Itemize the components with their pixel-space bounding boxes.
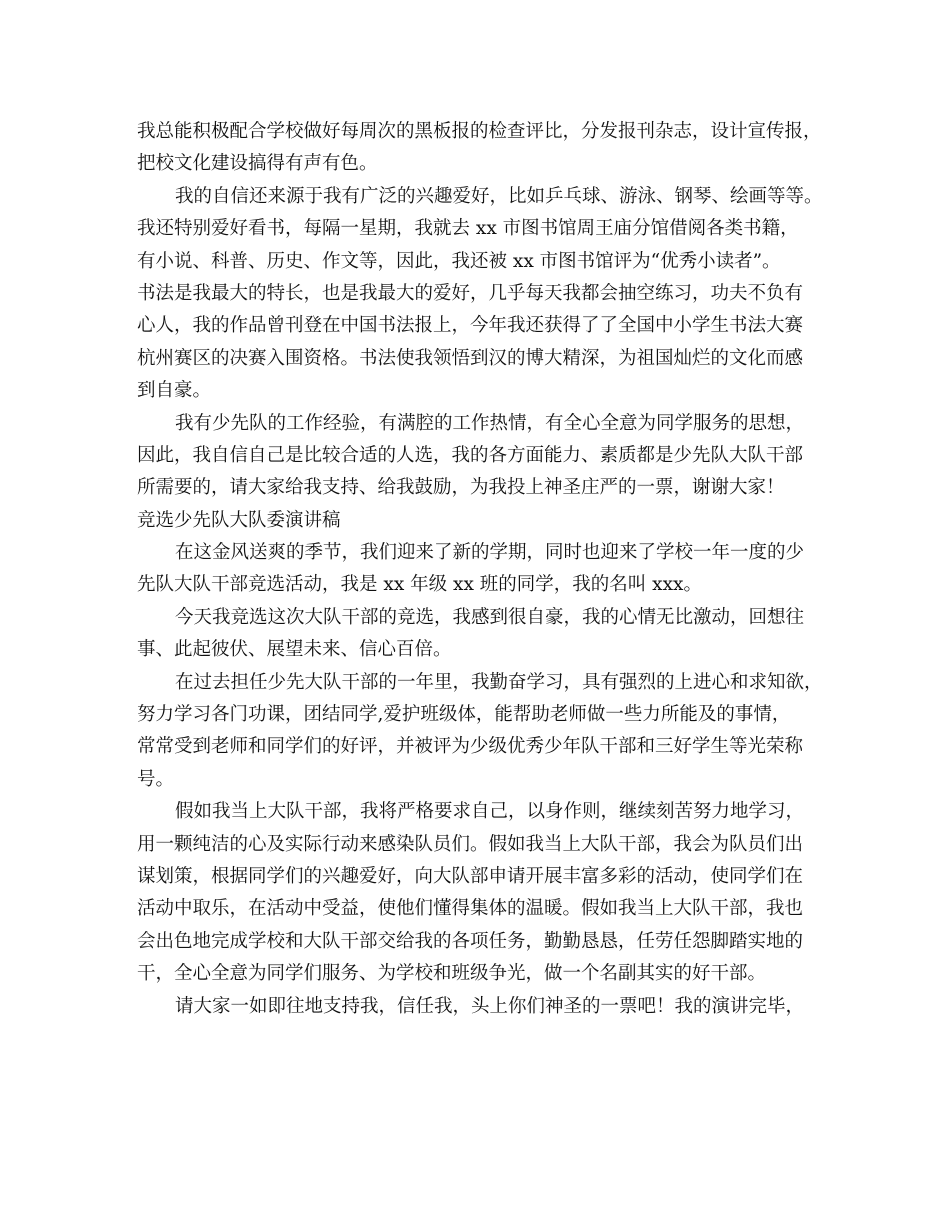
text-line: 书法是我最大的特长，也是我最大的爱好，几乎每天我都会抽空练习，功夫不负有	[137, 282, 804, 304]
text-line: 常常受到老师和同学们的好评，并被评为少级优秀少年队干部和三好学生等光荣称	[137, 736, 804, 758]
paragraph-start: 请大家一如即往地支持我，信任我，头上你们神圣的一票吧！我的演讲完毕，	[175, 995, 805, 1017]
paragraph-start: 在过去担任少先大队干部的一年里，我勤奋学习，具有强烈的上进心和求知欲，	[175, 671, 823, 693]
text-line: 所需要的，请大家给我支持、给我鼓励，为我投上神圣庄严的一票，谢谢大家！	[137, 477, 785, 499]
text-line: 先队大队干部竞选活动，我是 xx 年级 xx 班的同学，我的名叫 xxx。	[137, 574, 702, 596]
text-line: 活动中取乐，在活动中受益，使他们懂得集体的温暖。假如我当上大队干部，我也	[137, 898, 804, 920]
text-line: 号。	[137, 768, 175, 790]
text-line: 谋划策，根据同学们的兴趣爱好，向大队部申请开展丰富多彩的活动，使同学们在	[137, 865, 804, 887]
text-line: 因此，我自信自己是比较合适的人选，我的各方面能力、素质都是少先队大队干部	[137, 444, 804, 466]
document-body	[137, 116, 837, 1023]
text-line: 努力学习各门功课，团结同学,爱护班级体，能帮助老师做一些力所能及的事情，	[137, 704, 791, 726]
text-line: 会出色地完成学校和大队干部交给我的各项任务，勤勤恳恳，任劳任怨脚踏实地的	[137, 930, 804, 952]
text-line: 心人，我的作品曾刊登在中国书法报上，今年我还获得了了全国中小学生书法大赛	[137, 315, 804, 337]
text-line: 把校文化建设搞得有声有色。	[137, 153, 378, 175]
text-line: 我还特别爱好看书，每隔一星期，我就去 xx 市图书馆周王庙分馆借阅各类书籍，	[137, 218, 799, 240]
text-line: 杭州赛区的决赛入围资格。书法使我领悟到汉的博大精深，为祖国灿烂的文化而感	[137, 347, 804, 369]
paragraph-start: 今天我竞选这次大队干部的竞选，我感到很自豪，我的心情无比激动，回想往	[175, 606, 805, 628]
paragraph-start: 我有少先队的工作经验，有满腔的工作热情，有全心全意为同学服务的思想，	[175, 412, 805, 434]
text-line: 用一颗纯洁的心及实际行动来感染队员们。假如我当上大队干部，我会为队员们出	[137, 833, 804, 855]
paragraph-start: 在这金风送爽的季节，我们迎来了新的学期，同时也迎来了学校一年一度的少	[175, 542, 805, 564]
text-line: 干，全心全意为同学们服务、为学校和班级争光，做一个名副其实的好干部。	[137, 963, 767, 985]
paragraph-start: 假如我当上大队干部，我将严格要求自己，以身作则，继续刻苦努力地学习，	[175, 801, 805, 823]
text-line: 到自豪。	[137, 380, 212, 402]
paragraph-start: 我的自信还来源于我有广泛的兴趣爱好，比如乒乓球、游泳、钢琴、绘画等等。	[175, 185, 823, 207]
text-line: 有小说、科普、历史、作文等，因此，我还被 xx 市图书馆评为“优秀小读者”。	[137, 250, 781, 272]
text-line: 事、此起彼伏、展望未来、信心百倍。	[137, 639, 452, 661]
text-line: 我总能积极配合学校做好每周次的黑板报的检查评比，分发报刊杂志，设计宣传报，	[137, 121, 822, 142]
section-title: 竞选少先队大队委演讲稿	[137, 509, 341, 531]
